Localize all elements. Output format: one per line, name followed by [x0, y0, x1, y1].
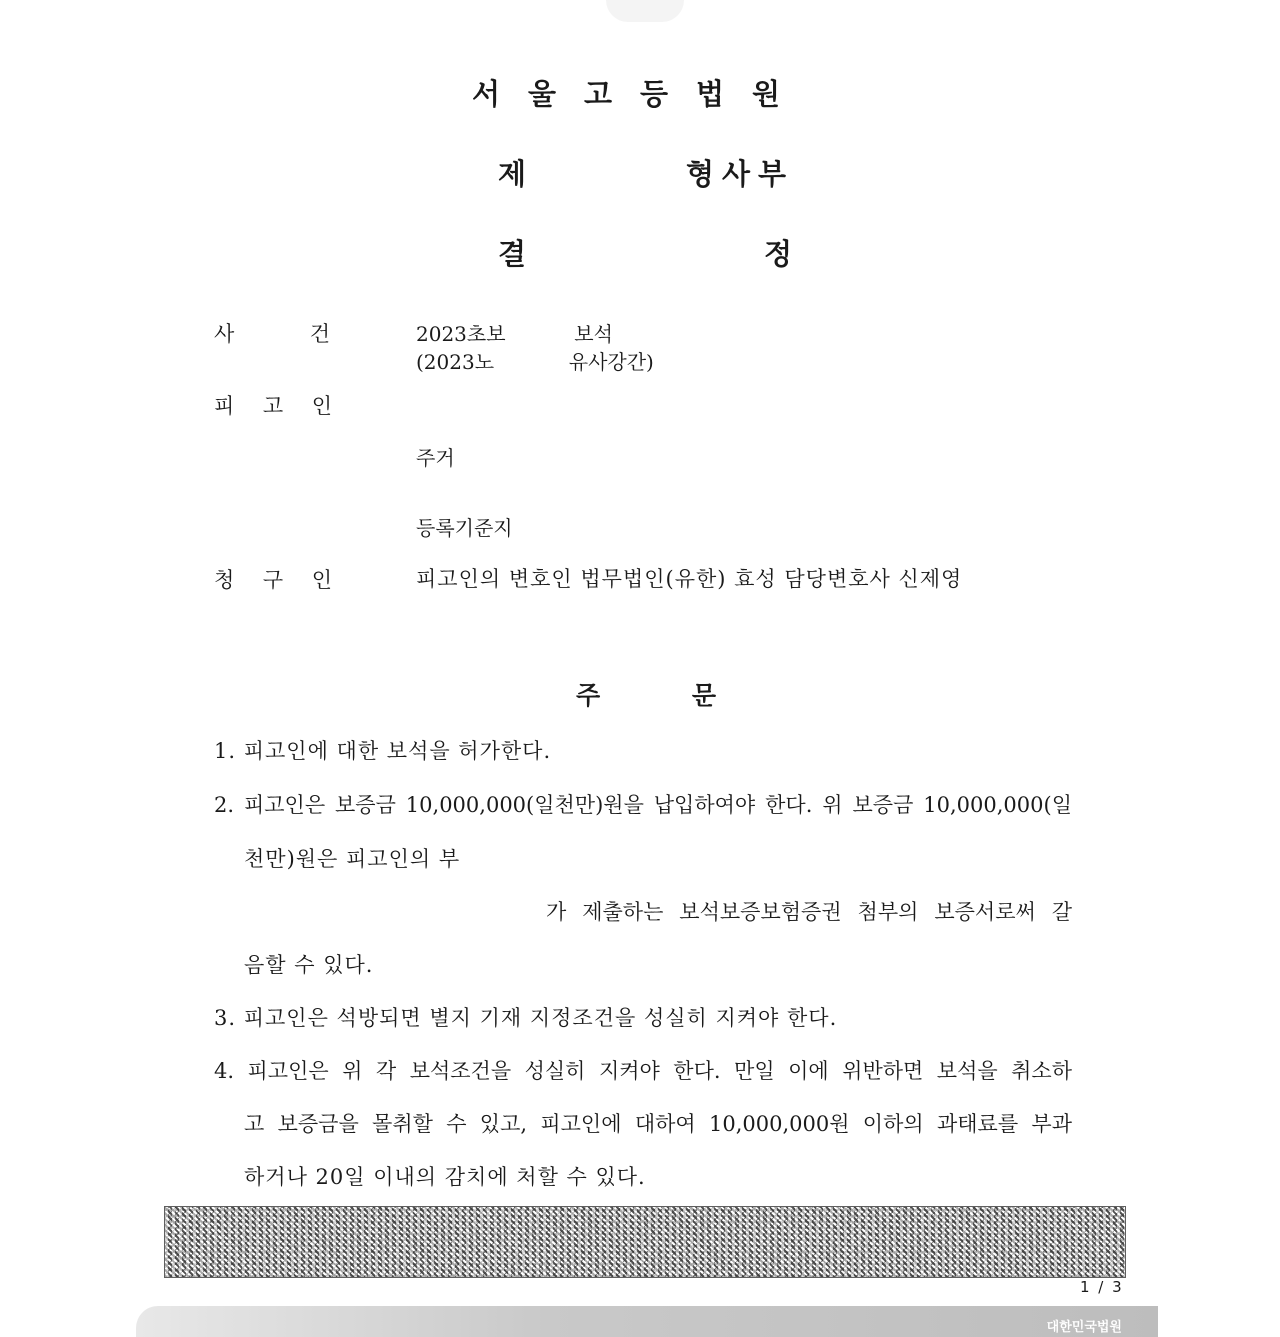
document-kind-left: 결	[498, 237, 527, 271]
department-prefix: 제	[498, 157, 527, 191]
case-original-b: 유사강간)	[568, 350, 654, 374]
order-item-4-line-2: 고 보증금을 몰취할 수 있고, 피고인에 대하여 10,000,000원 이하의 과태료를 부과	[244, 1112, 1072, 1136]
order-item-2-line-3: 가 제출하는 보석보증보험증권 첨부의 보증서로써 갈	[546, 900, 1072, 924]
page-number: 1 / 3	[1080, 1278, 1124, 1296]
case-number-a: 2023초보	[416, 322, 506, 346]
document-kind-right: 정	[764, 237, 793, 271]
order-heading-char: 문	[691, 681, 716, 710]
claimant-label-char: 청	[214, 568, 235, 592]
order-item-4-line-1: 4. 피고인은 위 각 보석조건을 성실히 지켜야 한다. 만일 이에 위반하면 보석을 취소하	[214, 1059, 1072, 1083]
case-label	[214, 318, 330, 348]
defendant-label-char: 인	[311, 394, 332, 418]
case-original-a: (2023노	[416, 350, 495, 374]
defendant-label	[214, 390, 332, 420]
order-item-1: 1. 피고인에 대한 보석을 허가한다.	[214, 739, 552, 763]
footer-bar	[136, 1306, 1158, 1337]
case-original	[416, 346, 654, 375]
order-item-2-line-2: 천만)원은 피고인의 부	[244, 847, 461, 871]
order-item-2-line-4: 음할 수 있다.	[244, 953, 374, 977]
registry-label: 등록기준지	[416, 516, 513, 540]
defendant-label-char: 피	[214, 394, 235, 418]
scan-smudge	[606, 0, 684, 22]
department-suffix: 형사부	[686, 157, 795, 191]
residence-label: 주거	[416, 446, 455, 470]
order-item-3: 3. 피고인은 석방되면 별지 기재 지정조건을 성실히 지켜야 한다.	[214, 1006, 838, 1030]
court-name: 서울고등법원	[471, 77, 809, 111]
case-label-char: 건	[309, 322, 330, 346]
claimant-label-char: 인	[311, 568, 332, 592]
footer-court-text: 대한민국법원	[1046, 1320, 1122, 1335]
order-heading-char: 주	[576, 681, 601, 710]
claimant-label	[214, 564, 332, 594]
defendant-label-char: 고	[262, 394, 284, 418]
security-pattern	[164, 1206, 1126, 1278]
case-number	[416, 318, 613, 347]
claimant-value: 피고인의 변호인 법무법인(유한) 효성 담당변호사 신제영	[416, 567, 963, 591]
case-type: 보석	[574, 322, 613, 346]
case-label-char: 사	[214, 322, 235, 346]
order-item-2-line-1: 2. 피고인은 보증금 10,000,000(일천만)원을 납입하여야 한다. 위 보증금 10,000,000(일	[214, 793, 1072, 817]
order-item-4-line-3: 하거나 20일 이내의 감치에 처할 수 있다.	[244, 1165, 646, 1189]
order-heading	[576, 676, 716, 712]
claimant-label-char: 구	[262, 568, 284, 592]
